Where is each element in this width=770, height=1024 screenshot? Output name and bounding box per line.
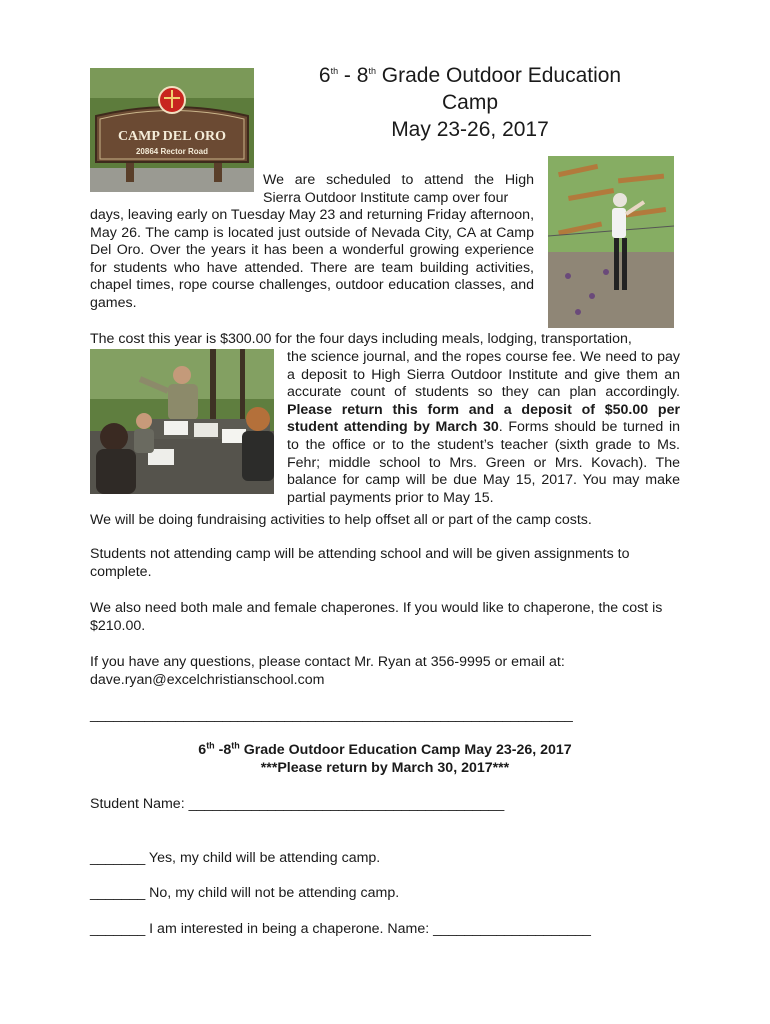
intro-paragraph-head: We are scheduled to attend the High Sierra Outdoor Institute camp over four bbox=[263, 172, 534, 206]
contact-paragraph bbox=[90, 654, 680, 689]
page-title bbox=[270, 62, 670, 143]
deposit-deadline-notice: Please return this form and a deposit of $50.00 per student attending by March 30 bbox=[287, 401, 680, 436]
cut-line-divider: ______________________________________________________________ bbox=[90, 706, 573, 722]
sign-name: CAMP DEL ORO bbox=[117, 129, 227, 144]
form-heading: 6th -8th Grade Outdoor Education Camp May 23-26, 2017 bbox=[198, 740, 572, 758]
title-line-grade: 6th - 8th Grade Outdoor Education bbox=[318, 64, 622, 87]
chaperone-interest-option[interactable]: _______ I am interested in being a chaperone. Name: ____________________ bbox=[90, 921, 591, 937]
camp-sign-photo bbox=[90, 68, 254, 192]
attending-no-option[interactable]: _______ No, my child will not be attending camp. bbox=[90, 885, 400, 901]
contact-email: dave.ryan@excelchristianschool.com bbox=[90, 671, 325, 688]
chaperone-paragraph: We also need both male and female chaperones. If you would like to chaperone, the cost is $210.00. bbox=[90, 600, 663, 634]
return-form-title bbox=[90, 741, 680, 777]
contact-line: If you have any questions, please contact Mr. Ryan at 356-9995 or email at: bbox=[90, 654, 565, 670]
title-line-camp: Camp bbox=[441, 91, 499, 114]
form-return-deadline: ***Please return by March 30, 2017*** bbox=[260, 760, 510, 776]
student-name-field[interactable] bbox=[90, 796, 504, 812]
intro-paragraph: days, leaving early on Tuesday May 23 and returning Friday afternoon, May 26. The camp is located just outside of Nevada City, CA at Camp Del Oro. Over the years it has been a wonderful growing experience for students who have attended. There are team building activities, chapel times, rope course challenges, outdoor education classes, and games. bbox=[90, 207, 535, 311]
attending-yes-option[interactable]: _______ Yes, my child will be attending camp. bbox=[90, 850, 381, 866]
outdoor-class-photo bbox=[90, 349, 274, 494]
ropes-course-photo bbox=[548, 156, 674, 328]
sign-address: 20864 Rector Road bbox=[135, 147, 209, 156]
students-not-attending-paragraph: Students not attending camp will be attending school and will be given assignments to complete. bbox=[90, 546, 630, 580]
student-name-blank[interactable]: ________________________________________ bbox=[188, 796, 505, 812]
cost-paragraph: the science journal, and the ropes course fee. We need to pay a deposit to High Sierra Outdoor Institute and give them an accurate count of students so they can plan accordingly. Please return this form and a deposit of $50.00 per student attending by March 30. Forms should be turned in to the office or to the student’s teacher (sixth grade to Ms. Fehr; middle school to Mrs. Green or Mrs. Kovach). The balance for camp will be due May 15, 2017. You may make partial payments prior to May 15. bbox=[287, 349, 680, 506]
cost-paragraph-first-line: The cost this year is $300.00 for the four days including meals, lodging, transportation, bbox=[90, 331, 632, 347]
title-line-dates: May 23-26, 2017 bbox=[391, 118, 549, 141]
fundraising-line: We will be doing fundraising activities to help offset all or part of the camp costs. bbox=[90, 512, 592, 528]
student-name-label: Student Name: bbox=[90, 796, 189, 812]
